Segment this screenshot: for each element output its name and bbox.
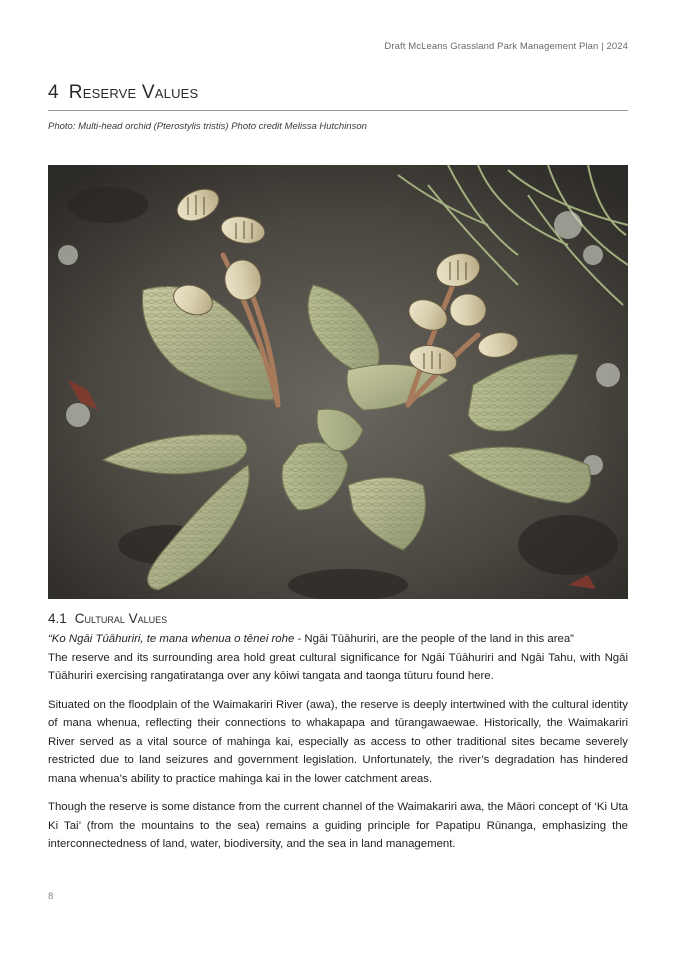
orchid-photo: [48, 165, 628, 599]
chapter-number: 4: [48, 82, 59, 103]
quote-maori: “Ko Ngāi Tūāhuriri, te mana whenua o tēnei rohe: [48, 633, 295, 645]
page-number: 8: [48, 891, 54, 902]
chapter-title-text: Reserve Values: [68, 82, 199, 103]
section-title: [48, 611, 167, 626]
orchid-photo-image: [48, 165, 628, 599]
paragraph-1: The reserve and its surrounding area hold great cultural significance for Ngāi Tūāhuriri and Ngāi Tahu, with Ngāi Tūāhuriri exercising rangatiratanga over any kōiwi tangata and taonga tūturu found here.: [48, 651, 628, 682]
paragraph-3: Though the reserve is some distance from the current channel of the Waimakariri awa, the Māori concept of ‘Ki Uta Ki Tai’ (from the mountains to the sea) remains a guiding principle for Papatipu Rūnanga, emphasizing the interconnectedness of land, water, biodiversity, and the sea in land management.: [48, 801, 628, 850]
quote-translation: - Ngāi Tūāhuriri, are the people of the land in this area”: [294, 633, 574, 645]
chapter-title: [48, 82, 628, 111]
photo-caption: Photo: Multi-head orchid (Pterostylis tristis) Photo credit Melissa Hutchinson: [48, 121, 367, 132]
section-number: 4.1: [48, 611, 67, 626]
section-body: [48, 630, 628, 864]
section-quote: [48, 630, 628, 649]
running-header: Draft McLeans Grassland Park Management Plan | 2024: [384, 41, 628, 52]
section-title-text: Cultural Values: [74, 611, 168, 626]
paragraph-2: Situated on the floodplain of the Waimakariri River (awa), the reserve is deeply intertwined with the cultural identity of mana whenua, reflecting their connections to whakapapa and tūrangawaewae. Historically, the Waimakariri River served as a vital source of mahinga kai, especially as access to other traditional sites became severely restricted due to land seizures and government legislation. Unfortunately, the river’s degradation has hindered mana whenua’s ability to practice mahinga kai in the lower catchment areas.: [48, 698, 628, 785]
